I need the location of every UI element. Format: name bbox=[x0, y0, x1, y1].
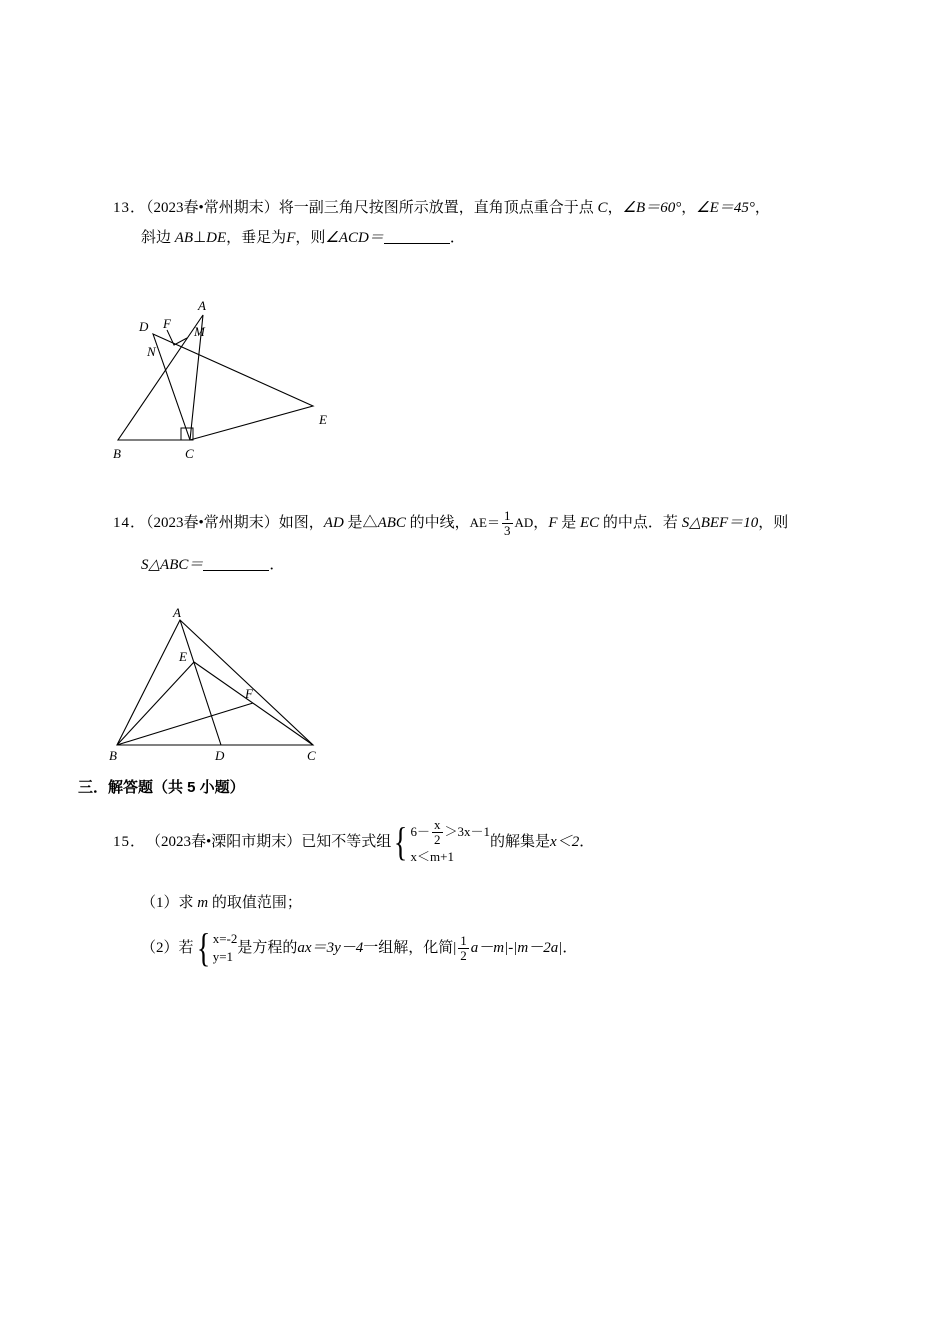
question-13-text-1: 将一副三角尺按图所示放置，直角顶点重合于点 bbox=[278, 200, 598, 216]
question-15-source: （2023春•溧阳市期末） bbox=[146, 834, 302, 851]
area-abc-label: S△ABC＝ bbox=[141, 557, 204, 574]
sys1-prefix: 6－ bbox=[410, 823, 431, 839]
svg-text:F: F bbox=[245, 686, 253, 701]
segment-de: DE bbox=[206, 230, 227, 246]
q15-intro: 已知不等式组 bbox=[301, 834, 392, 851]
section-heading-3: 三．解答题（共 5 小题） bbox=[78, 779, 245, 796]
q14-text-5: 是 bbox=[557, 515, 580, 531]
triangle-abc: ABC bbox=[377, 515, 406, 531]
question-14-number: 14． bbox=[113, 515, 147, 531]
answer-blank-14 bbox=[203, 556, 269, 571]
question-15-line-1 bbox=[113, 818, 903, 866]
svg-text:E: E bbox=[319, 412, 327, 427]
q14-text-1: 如图， bbox=[278, 515, 324, 531]
svg-text:C: C bbox=[307, 748, 316, 760]
q14-text-3: 的中线， bbox=[405, 515, 470, 531]
segment-ab: AB bbox=[174, 230, 194, 246]
svg-text:E: E bbox=[179, 649, 187, 664]
svg-text:B: B bbox=[109, 748, 117, 760]
q15-sub1-var: m bbox=[197, 895, 209, 912]
q14-period: ． bbox=[269, 557, 285, 574]
q15-expr-1: a－m| bbox=[470, 940, 509, 957]
solution-system-lines bbox=[213, 930, 238, 968]
sys1-num: x bbox=[434, 817, 441, 832]
svg-text:F: F bbox=[163, 316, 171, 331]
svg-text:D: D bbox=[215, 748, 225, 760]
fraction-one-half bbox=[458, 934, 469, 964]
perp-symbol: ⊥ bbox=[193, 230, 207, 246]
solution-line-2: y=1 bbox=[212, 949, 234, 965]
q15-sub1-rest: 的取值范围； bbox=[208, 895, 302, 912]
question-15-sub-2 bbox=[113, 925, 903, 971]
solution-line-1: x=-2 bbox=[212, 930, 238, 946]
question-14 bbox=[113, 508, 903, 580]
q14-text-2: 是△ bbox=[343, 515, 378, 531]
half-den: 2 bbox=[460, 947, 467, 963]
point-f: F bbox=[286, 230, 296, 246]
system-line-2: x＜m+1 bbox=[410, 848, 454, 864]
q15-sub2-period: ． bbox=[562, 940, 578, 957]
point-c: C bbox=[597, 200, 608, 216]
inequality-system bbox=[391, 818, 490, 866]
q15-equation: ax＝3y－4 bbox=[297, 940, 364, 957]
left-brace-icon: { bbox=[394, 819, 408, 865]
svg-text:M: M bbox=[194, 324, 205, 339]
q15-sub1-text: （1）求 bbox=[141, 895, 198, 912]
q15-sub2-prefix: （2）若 bbox=[141, 940, 194, 957]
solution-system bbox=[194, 925, 238, 971]
q15-minus: - bbox=[508, 940, 514, 957]
svg-text:N: N bbox=[147, 344, 156, 359]
q13-text-c: ，则 bbox=[295, 230, 326, 246]
figure-13-svg bbox=[95, 288, 355, 473]
svg-text:A: A bbox=[173, 605, 181, 620]
svg-text:D: D bbox=[139, 319, 149, 334]
fraction-numerator: 1 bbox=[504, 507, 511, 523]
figure-14-svg bbox=[95, 605, 375, 760]
angle-e-value: ∠E＝45° bbox=[696, 200, 755, 216]
q15-after: 的解集是 bbox=[490, 834, 551, 851]
q15-period: ． bbox=[579, 834, 595, 851]
question-13-number: 13． bbox=[113, 200, 147, 216]
answer-blank-13 bbox=[384, 229, 450, 244]
question-13-line-1 bbox=[113, 193, 883, 223]
angle-b-value: ∠B＝60° bbox=[622, 200, 682, 216]
left-brace-icon-2: { bbox=[196, 925, 210, 971]
point-f-14: F bbox=[548, 515, 558, 531]
svg-text:A: A bbox=[198, 298, 206, 313]
angle-acd-label: ∠ACD＝ bbox=[325, 230, 384, 246]
q13-hyp-text: 斜边 bbox=[141, 230, 175, 246]
system-lines bbox=[411, 818, 491, 866]
system-line-1 bbox=[411, 818, 491, 848]
fraction-one-third bbox=[502, 509, 513, 539]
area-bef: S△BEF＝10 bbox=[681, 515, 759, 531]
q13-text-b: ，垂足为 bbox=[226, 230, 287, 246]
segment-ec: EC bbox=[580, 515, 600, 531]
figure-13 bbox=[95, 288, 355, 473]
question-15-number: 15． bbox=[113, 834, 147, 851]
question-13-line-2 bbox=[113, 223, 883, 253]
ad-ref: AD bbox=[514, 515, 534, 530]
q15-sub2-mid: 是方程的 bbox=[237, 940, 298, 957]
q14-text-7: ，则 bbox=[758, 515, 789, 531]
question-13-source: （2023春•常州期末） bbox=[146, 200, 279, 216]
half-num: 1 bbox=[460, 932, 467, 948]
abs-open: | bbox=[453, 940, 457, 957]
comma-3: ， bbox=[754, 200, 770, 216]
question-14-line-1 bbox=[113, 508, 903, 538]
q15-sub2-mid2: 一组解，化简 bbox=[363, 940, 454, 957]
question-13 bbox=[113, 193, 883, 253]
q15-solution: x＜2 bbox=[550, 834, 580, 851]
fraction-denominator: 3 bbox=[504, 523, 511, 539]
ae-equals: AE＝ bbox=[469, 515, 501, 530]
fraction-x-over-2 bbox=[432, 818, 443, 848]
q15-expr-2: |m－2a| bbox=[513, 940, 563, 957]
q14-comma: ， bbox=[533, 515, 549, 531]
q13-period: ． bbox=[449, 230, 465, 246]
comma-1: ， bbox=[607, 200, 623, 216]
question-15 bbox=[113, 817, 903, 971]
comma-2: ， bbox=[681, 200, 697, 216]
svg-text:B: B bbox=[113, 446, 121, 461]
segment-ad: AD bbox=[323, 515, 344, 531]
question-14-line-2 bbox=[113, 550, 903, 580]
figure-14 bbox=[95, 605, 375, 760]
sys1-den: 2 bbox=[434, 832, 441, 848]
question-14-source: （2023春•常州期末） bbox=[146, 515, 279, 531]
q14-text-6: 的中点．若 bbox=[599, 515, 682, 531]
svg-text:C: C bbox=[185, 446, 194, 461]
question-15-sub-1 bbox=[113, 888, 903, 918]
sys1-suffix: ＞3x－1 bbox=[444, 823, 491, 839]
